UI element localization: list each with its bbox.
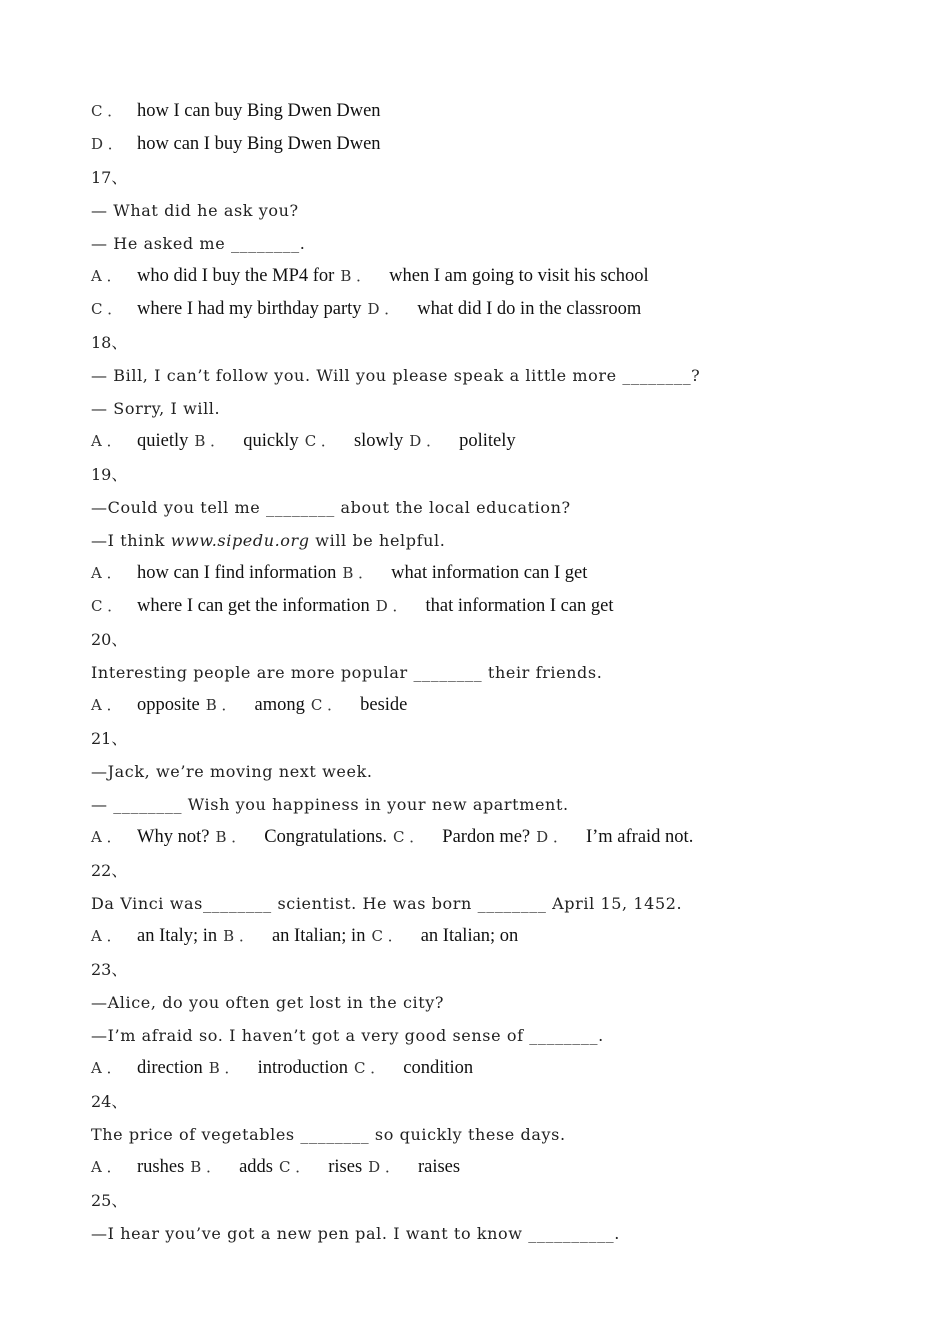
option-text: Pardon me?: [442, 827, 531, 847]
question-text: —I hear you’ve got a new pen pal. I want to know __________.: [91, 1224, 620, 1243]
option-label: D ．: [368, 1158, 400, 1176]
question-text: — What did he ask you?: [91, 201, 299, 220]
option-label: B ．: [342, 564, 374, 582]
option-label: B ．: [223, 927, 254, 945]
option-text: an Italian; on: [420, 926, 519, 946]
option-label: B ．: [340, 267, 372, 285]
option-text: introduction: [257, 1058, 348, 1078]
option-label: A ．: [91, 828, 122, 846]
option-text: Congratulations.: [264, 827, 388, 847]
question-number: 19、: [91, 465, 128, 484]
answer-options: [91, 590, 614, 623]
option-text: how can I buy Bing Dwen Dwen: [137, 134, 381, 154]
option-label: C ．: [393, 828, 425, 846]
answer-options: [91, 1052, 473, 1085]
option-label: A ．: [91, 1158, 122, 1176]
question-number: 23、: [91, 960, 128, 979]
option-label: A ．: [91, 927, 122, 945]
answer-options: [91, 293, 641, 326]
option-label: B ．: [205, 696, 237, 714]
option-text: condition: [403, 1058, 474, 1078]
option-label: C ．: [91, 300, 123, 318]
answer-options: [91, 128, 381, 161]
option-text: quietly: [137, 431, 189, 451]
option-text: adds: [239, 1157, 273, 1177]
option-text: direction: [137, 1058, 203, 1078]
answer-options: [91, 1151, 460, 1184]
option-text: rushes: [137, 1157, 185, 1177]
option-text: who did I buy the MP4 for: [137, 266, 335, 286]
option-label: A ．: [91, 1059, 122, 1077]
option-text: where I can get the information: [137, 596, 370, 616]
website-url: www.sipedu.org: [170, 531, 310, 550]
option-label: C ．: [354, 1059, 386, 1077]
question-text: [91, 524, 445, 557]
option-label: C ．: [91, 102, 123, 120]
option-label: D ．: [375, 597, 408, 615]
answer-options: [91, 689, 407, 722]
answer-options: [91, 95, 381, 128]
question-number: 25、: [91, 1191, 128, 1210]
question-number: 18、: [91, 333, 128, 352]
option-text: how I can buy Bing Dwen Dwen: [137, 101, 381, 121]
option-label: C ．: [279, 1158, 311, 1176]
question-number: 21、: [91, 729, 128, 748]
option-label: D ．: [536, 828, 568, 846]
question-number: 22、: [91, 861, 128, 880]
option-text: opposite: [137, 695, 200, 715]
option-text: when I am going to visit his school: [389, 266, 649, 286]
option-text: how can I find information: [137, 563, 337, 583]
option-label: C ．: [91, 597, 123, 615]
option-label: B ．: [215, 828, 247, 846]
option-text: an Italy; in: [137, 926, 218, 946]
option-text: slowly: [353, 431, 404, 451]
option-label: A ．: [91, 267, 122, 285]
option-text: rises: [328, 1157, 363, 1177]
option-label: A ．: [91, 564, 122, 582]
answer-options: [91, 425, 516, 458]
option-label: C ．: [310, 696, 343, 714]
option-text: among: [254, 695, 305, 715]
option-text: beside: [360, 695, 408, 715]
question-text-part: will be helpful.: [309, 531, 446, 550]
option-label: D ．: [367, 300, 400, 318]
question-text: —Alice, do you often get lost in the city?: [91, 993, 445, 1012]
option-text: quickly: [243, 431, 299, 451]
question-text: —Jack, we’re moving next week.: [91, 762, 373, 781]
answer-options: [91, 821, 693, 854]
answer-options: [91, 260, 649, 293]
option-text: what information can I get: [391, 563, 588, 583]
option-text: where I had my birthday party: [137, 299, 362, 319]
option-text: what did I do in the classroom: [417, 299, 642, 319]
question-text: —Could you tell me ________ about the local education?: [91, 498, 571, 517]
question-text: Da Vinci was________ scientist. He was born ________ April 15, 1452.: [91, 894, 683, 913]
option-label: B ．: [190, 1158, 222, 1176]
option-label: B ．: [208, 1059, 240, 1077]
option-label: D ．: [409, 432, 442, 450]
option-text: politely: [459, 431, 516, 451]
question-text: — He asked me ________.: [91, 234, 306, 253]
question-text: —I’m afraid so. I haven’t got a very good sense of ________.: [91, 1026, 604, 1045]
question-number: 24、: [91, 1092, 128, 1111]
question-text: The price of vegetables ________ so quickly these days.: [91, 1125, 566, 1144]
option-label: C ．: [304, 432, 336, 450]
option-label: A ．: [91, 696, 122, 714]
option-label: D ．: [91, 135, 123, 153]
option-text: raises: [417, 1157, 461, 1177]
option-text: that information I can get: [425, 596, 614, 616]
question-text: Interesting people are more popular ________ their friends.: [91, 663, 603, 682]
question-number: 17、: [91, 168, 128, 187]
question-text: — ________ Wish you happiness in your new apartment.: [91, 795, 569, 814]
option-text: an Italian; in: [271, 926, 366, 946]
question-text-part: —I think: [91, 531, 171, 550]
option-text: I’m afraid not.: [585, 827, 694, 847]
question-text: — Bill, I can’t follow you. Will you please speak a little more ________?: [91, 366, 701, 385]
option-label: B ．: [194, 432, 226, 450]
option-label: C ．: [371, 927, 403, 945]
question-text: — Sorry, I will.: [91, 399, 221, 418]
option-label: A ．: [91, 432, 122, 450]
option-text: Why not?: [137, 827, 210, 847]
answer-options: [91, 920, 518, 953]
question-number: 20、: [91, 630, 128, 649]
answer-options: [91, 557, 587, 590]
